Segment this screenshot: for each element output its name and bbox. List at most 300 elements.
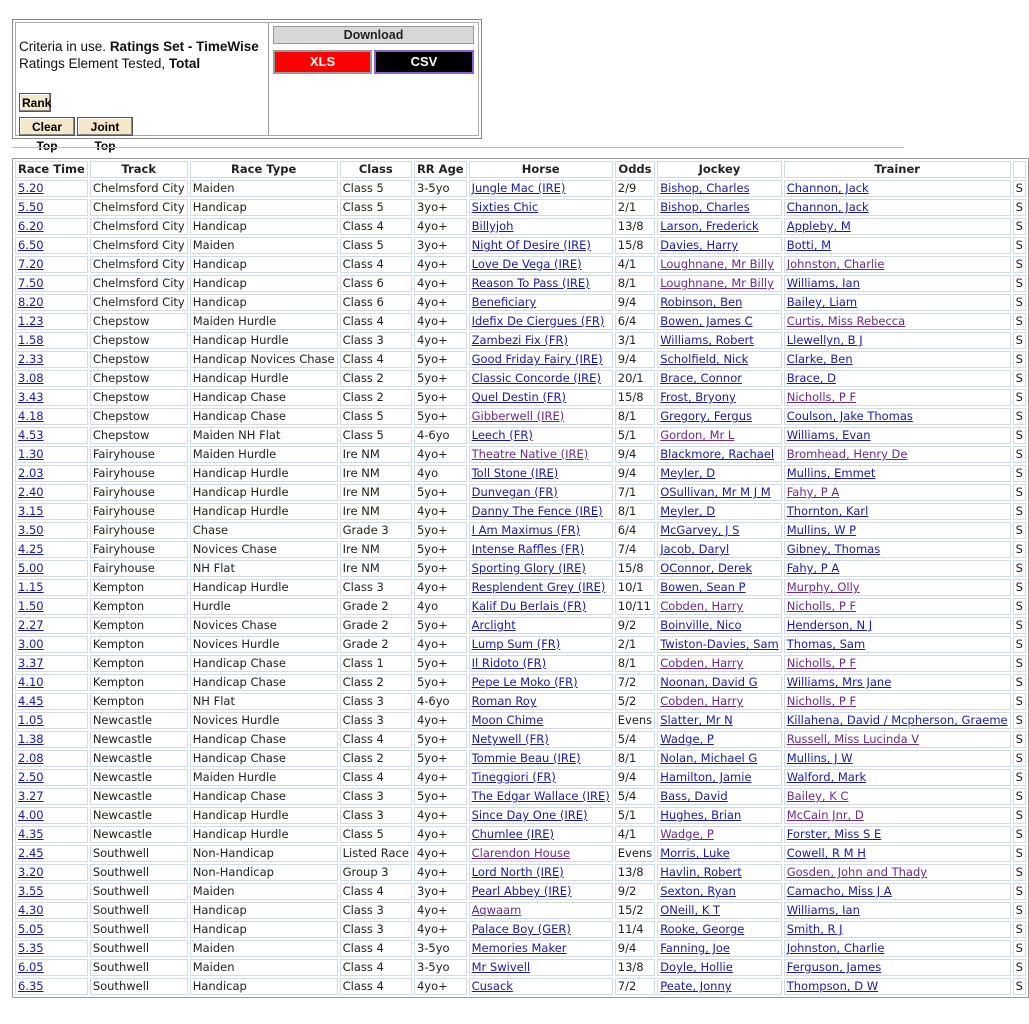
race-time-link[interactable]: 1.30	[18, 447, 44, 461]
race-time-link[interactable]: 4.45	[18, 694, 44, 708]
jockey-link[interactable]: Slatter, Mr N	[660, 713, 733, 727]
jockey-link[interactable]: Doyle, Hollie	[660, 960, 733, 974]
table-row	[15, 465, 1026, 482]
race-time-cell	[15, 275, 88, 292]
race-time-link[interactable]: 4.00	[18, 808, 44, 822]
jockey-link[interactable]: Wadge, P	[660, 732, 714, 746]
horse-cell	[469, 883, 613, 900]
jockey-link[interactable]: Scholfield, Nick	[660, 352, 749, 366]
jockey-link[interactable]: OSullivan, Mr M J M	[660, 485, 771, 499]
race-time-link[interactable]: 3.50	[18, 523, 44, 537]
horse-link[interactable]: Clarendon House	[471, 846, 571, 860]
track-cell: Southwell	[90, 864, 188, 881]
trainer-link[interactable]: Russell, Miss Lucinda V	[786, 732, 920, 746]
horse-link[interactable]: Lump Sum (FR)	[471, 637, 561, 651]
track-cell: Newcastle	[90, 712, 188, 729]
jockey-link[interactable]: Wadge, P	[660, 827, 714, 841]
race-time-link[interactable]: 6.20	[18, 219, 44, 233]
track-cell: Kempton	[90, 598, 188, 615]
horse-cell	[469, 617, 613, 634]
table-row	[15, 712, 1026, 729]
race-time-cell	[15, 199, 88, 216]
horse-cell	[469, 237, 613, 254]
horse-link[interactable]: Good Friday Fairy (IRE)	[471, 352, 603, 366]
race-time-link[interactable]: 3.27	[18, 789, 44, 803]
odds-cell: 9/4	[615, 446, 655, 463]
horse-link[interactable]: Memories Maker	[471, 941, 567, 955]
trainer-link[interactable]: Llewellyn, B J	[786, 333, 863, 347]
jockey-link[interactable]: Loughnane, Mr Billy	[660, 276, 774, 290]
trainer-link[interactable]: Mullins, J W	[786, 751, 853, 765]
column-header-extra[interactable]	[1013, 161, 1026, 178]
horse-cell	[469, 940, 613, 957]
jockey-link[interactable]: Davies, Harry	[660, 238, 739, 252]
race-time-cell	[15, 940, 88, 957]
race-time-link[interactable]: 8.20	[18, 295, 44, 309]
race-type-cell: Handicap Hurdle	[190, 579, 338, 596]
track-cell: Southwell	[90, 940, 188, 957]
class-cell: Group 3	[340, 864, 412, 881]
extra-cell: S	[1013, 218, 1026, 235]
odds-cell: 2/1	[615, 636, 655, 653]
jockey-link[interactable]: Bowen, Sean P	[660, 580, 746, 594]
horse-link[interactable]: Tommie Beau (IRE)	[471, 751, 581, 765]
extra-cell: S	[1013, 275, 1026, 292]
race-time-cell	[15, 598, 88, 615]
jockey-cell	[657, 408, 782, 425]
rr-age-cell: 4yo+	[414, 807, 467, 824]
horse-cell	[469, 427, 613, 444]
jockey-link[interactable]: Peate, Jonny	[660, 979, 732, 993]
odds-cell: 8/1	[615, 503, 655, 520]
horse-cell	[469, 560, 613, 577]
jockey-link[interactable]: Morris, Luke	[660, 846, 730, 860]
jockey-link[interactable]: Cobden, Harry	[660, 656, 744, 670]
extra-cell: S	[1013, 237, 1026, 254]
horse-link[interactable]: Roman Roy	[471, 694, 537, 708]
extra-cell: S	[1013, 636, 1026, 653]
trainer-cell	[784, 427, 1011, 444]
odds-cell: 4/1	[615, 826, 655, 843]
horse-link[interactable]: Beneficiary	[471, 295, 537, 309]
odds-cell: 8/1	[615, 750, 655, 767]
horse-link[interactable]: Idefix De Ciergues (FR)	[471, 314, 605, 328]
race-time-link[interactable]: 5.20	[18, 181, 44, 195]
jockey-cell	[657, 427, 782, 444]
horse-link[interactable]: Sporting Glory (IRE)	[471, 561, 586, 575]
trainer-cell	[784, 674, 1011, 691]
rr-age-cell: 4yo+	[414, 826, 467, 843]
trainer-link[interactable]: Fahy, P A	[786, 485, 840, 499]
extra-cell: S	[1013, 940, 1026, 957]
horse-link[interactable]: Aqwaam	[471, 903, 522, 917]
jockey-link[interactable]: Hamilton, Jamie	[660, 770, 752, 784]
horse-cell	[469, 845, 613, 862]
race-time-link[interactable]: 2.08	[18, 751, 44, 765]
horse-link[interactable]: Gibberwell (IRE)	[471, 409, 565, 423]
trainer-link[interactable]: Walford, Mark	[786, 770, 867, 784]
race-time-link[interactable]: 4.30	[18, 903, 44, 917]
jockey-link[interactable]: Noonan, David G	[660, 675, 758, 689]
download-box	[270, 23, 476, 135]
trainer-link[interactable]: Smith, R J	[786, 922, 843, 936]
jockey-link[interactable]: OConnor, Derek	[660, 561, 753, 575]
horse-link[interactable]: Mr Swivell	[471, 960, 531, 974]
trainer-link[interactable]: Appleby, M	[786, 219, 851, 233]
race-time-link[interactable]: 6.50	[18, 238, 44, 252]
jockey-link[interactable]: Frost, Bryony	[660, 390, 736, 404]
trainer-link[interactable]: Nicholls, P F	[786, 694, 857, 708]
trainer-link[interactable]: Coulson, Jake Thomas	[786, 409, 913, 423]
horse-cell	[469, 788, 613, 805]
rr-age-cell: 5yo+	[414, 408, 467, 425]
trainer-link[interactable]: Thornton, Karl	[786, 504, 869, 518]
download-title: Download	[273, 26, 474, 44]
table-row	[15, 978, 1026, 995]
horse-cell	[469, 503, 613, 520]
jockey-link[interactable]: Cobden, Harry	[660, 694, 744, 708]
race-time-link[interactable]: 4.53	[18, 428, 44, 442]
extra-cell: S	[1013, 294, 1026, 311]
race-time-cell	[15, 541, 88, 558]
race-time-link[interactable]: 1.38	[18, 732, 44, 746]
jockey-link[interactable]: Rooke, George	[660, 922, 745, 936]
horse-link[interactable]: Intense Raffles (FR)	[471, 542, 585, 556]
extra-cell: S	[1013, 750, 1026, 767]
track-cell: Fairyhouse	[90, 484, 188, 501]
trainer-link[interactable]: Williams, Ian	[786, 276, 860, 290]
horse-link[interactable]: Pepe Le Moko (FR)	[471, 675, 578, 689]
race-time-link[interactable]: 3.20	[18, 865, 44, 879]
jockey-link[interactable]: Meyler, D	[660, 466, 716, 480]
trainer-link[interactable]: Williams, Mrs Jane	[786, 675, 892, 689]
jockey-link[interactable]: Boinville, Nico	[660, 618, 742, 632]
jockey-link[interactable]: Bowen, James C	[660, 314, 753, 328]
horse-link[interactable]: Reason To Pass (IRE)	[471, 276, 590, 290]
race-time-link[interactable]: 4.18	[18, 409, 44, 423]
race-time-link[interactable]: 4.35	[18, 827, 44, 841]
race-time-link[interactable]: 2.40	[18, 485, 44, 499]
trainer-link[interactable]: Henderson, N J	[786, 618, 873, 632]
jockey-link[interactable]: Hughes, Brian	[660, 808, 742, 822]
horse-link[interactable]: Dunvegan (FR)	[471, 485, 558, 499]
jockey-cell	[657, 351, 782, 368]
jockey-cell	[657, 370, 782, 387]
class-cell: Class 4	[340, 218, 412, 235]
horse-link[interactable]: Leech (FR)	[471, 428, 533, 442]
rr-age-cell: 3-5yo	[414, 940, 467, 957]
jockey-link[interactable]: ONeill, K T	[660, 903, 721, 917]
race-time-link[interactable]: 6.05	[18, 960, 44, 974]
jockey-link[interactable]: Bishop, Charles	[660, 181, 750, 195]
race-time-link[interactable]: 5.00	[18, 561, 44, 575]
horse-cell	[469, 256, 613, 273]
horse-link[interactable]: Moon Chime	[471, 713, 544, 727]
race-type-cell: Handicap Hurdle	[190, 370, 338, 387]
trainer-link[interactable]: Bailey, Liam	[786, 295, 858, 309]
race-time-cell	[15, 351, 88, 368]
jockey-link[interactable]: Sexton, Ryan	[660, 884, 736, 898]
jockey-link[interactable]: Cobden, Harry	[660, 599, 744, 613]
race-time-link[interactable]: 3.00	[18, 637, 44, 651]
horse-link[interactable]: Il Ridoto (FR)	[471, 656, 547, 670]
horse-link[interactable]: Jungle Mac (IRE)	[471, 181, 566, 195]
extra-cell: S	[1013, 693, 1026, 710]
jockey-cell	[657, 807, 782, 824]
trainer-link[interactable]: McCain Jnr, D	[786, 808, 864, 822]
race-time-link[interactable]: 7.50	[18, 276, 44, 290]
race-time-link[interactable]: 5.35	[18, 941, 44, 955]
trainer-link[interactable]: Cowell, R M H	[786, 846, 866, 860]
race-time-link[interactable]: 3.08	[18, 371, 44, 385]
trainer-link[interactable]: Nicholls, P F	[786, 599, 857, 613]
horse-link[interactable]: Night Of Desire (IRE)	[471, 238, 591, 252]
jockey-cell	[657, 959, 782, 976]
trainer-link[interactable]: Johnston, Charlie	[786, 257, 885, 271]
jockey-cell	[657, 541, 782, 558]
jockey-link[interactable]: Nolan, Michael G	[660, 751, 758, 765]
column-header-race-type[interactable]: Race Type	[190, 161, 338, 178]
jockey-link[interactable]: McGarvey, J S	[660, 523, 740, 537]
trainer-link[interactable]: Murphy, Olly	[786, 580, 860, 594]
race-time-link[interactable]: 3.43	[18, 390, 44, 404]
rr-age-cell: 3yo+	[414, 199, 467, 216]
race-time-link[interactable]: 1.58	[18, 333, 44, 347]
jockey-cell	[657, 712, 782, 729]
race-time-link[interactable]: 1.05	[18, 713, 44, 727]
race-time-cell	[15, 845, 88, 862]
race-time-cell	[15, 788, 88, 805]
track-cell: Chepstow	[90, 408, 188, 425]
race-time-link[interactable]: 2.50	[18, 770, 44, 784]
trainer-link[interactable]: Williams, Ian	[786, 903, 860, 917]
trainer-link[interactable]: Bailey, K C	[786, 789, 849, 803]
track-cell: Chelmsford City	[90, 237, 188, 254]
race-type-cell: Handicap Chase	[190, 750, 338, 767]
download-csv-button[interactable]: CSV	[374, 50, 474, 74]
horse-link[interactable]: Chumlee (IRE)	[471, 827, 555, 841]
race-time-link[interactable]: 5.05	[18, 922, 44, 936]
race-type-cell: Handicap Hurdle	[190, 484, 338, 501]
column-header-jockey[interactable]: Jockey	[657, 161, 782, 178]
jockey-link[interactable]: Gregory, Fergus	[660, 409, 752, 423]
trainer-link[interactable]: Clarke, Ben	[786, 352, 853, 366]
track-cell: Fairyhouse	[90, 522, 188, 539]
jockey-link[interactable]: Loughnane, Mr Billy	[660, 257, 774, 271]
class-cell: Class 6	[340, 275, 412, 292]
trainer-link[interactable]: Channon, Jack	[786, 181, 869, 195]
race-time-link[interactable]: 1.15	[18, 580, 44, 594]
column-header-race-time[interactable]: Race Time	[15, 161, 88, 178]
horse-link[interactable]: Zambezi Fix (FR)	[471, 333, 569, 347]
horse-cell	[469, 484, 613, 501]
column-header-odds[interactable]: Odds	[615, 161, 655, 178]
track-cell: Kempton	[90, 579, 188, 596]
jockey-link[interactable]: Fanning, Joe	[660, 941, 730, 955]
horse-link[interactable]: Resplendent Grey (IRE)	[471, 580, 606, 594]
race-time-link[interactable]: 2.45	[18, 846, 44, 860]
download-xls-button[interactable]: XLS	[273, 50, 372, 74]
extra-cell: S	[1013, 446, 1026, 463]
horse-link[interactable]: Danny The Fence (IRE)	[471, 504, 603, 518]
class-cell: Class 5	[340, 408, 412, 425]
race-time-cell	[15, 883, 88, 900]
odds-cell: 11/4	[615, 921, 655, 938]
trainer-link[interactable]: Killahena, David / Mcpherson, Graeme	[786, 713, 1008, 727]
trainer-link[interactable]: Brace, D	[786, 371, 836, 385]
horse-link[interactable]: Pearl Abbey (IRE)	[471, 884, 572, 898]
race-time-cell	[15, 427, 88, 444]
trainer-link[interactable]: Johnston, Charlie	[786, 941, 885, 955]
horse-link[interactable]: Kalif Du Berlais (FR)	[471, 599, 587, 613]
trainer-cell	[784, 522, 1011, 539]
jockey-link[interactable]: Meyler, D	[660, 504, 716, 518]
horse-link[interactable]: Netywell (FR)	[471, 732, 549, 746]
jockey-link[interactable]: Brace, Connor	[660, 371, 742, 385]
column-header-track[interactable]: Track	[90, 161, 188, 178]
horse-link[interactable]: Theatre Native (IRE)	[471, 447, 589, 461]
trainer-link[interactable]: Camacho, Miss J A	[786, 884, 892, 898]
race-type-cell: Handicap Chase	[190, 674, 338, 691]
trainer-link[interactable]: Fahy, P A	[786, 561, 840, 575]
class-cell: Class 4	[340, 731, 412, 748]
extra-cell: S	[1013, 731, 1026, 748]
race-time-cell	[15, 180, 88, 197]
race-time-link[interactable]: 3.55	[18, 884, 44, 898]
rr-age-cell: 4yo+	[414, 294, 467, 311]
odds-cell: 5/1	[615, 427, 655, 444]
trainer-link[interactable]: Mullins, W P	[786, 523, 857, 537]
trainer-link[interactable]: Curtis, Miss Rebecca	[786, 314, 906, 328]
rr-age-cell: 5yo+	[414, 389, 467, 406]
class-cell: Grade 3	[340, 522, 412, 539]
column-header-horse[interactable]: Horse	[469, 161, 613, 178]
table-row	[15, 731, 1026, 748]
jockey-link[interactable]: Havlin, Robert	[660, 865, 742, 879]
horse-link[interactable]: Love De Vega (IRE)	[471, 257, 582, 271]
horse-link[interactable]: Since Day One (IRE)	[471, 808, 588, 822]
race-type-cell: Novices Hurdle	[190, 712, 338, 729]
column-header-class[interactable]: Class	[340, 161, 412, 178]
jockey-cell	[657, 788, 782, 805]
trainer-link[interactable]: Botti, M	[786, 238, 832, 252]
trainer-link[interactable]: Ferguson, James	[786, 960, 882, 974]
race-time-link[interactable]: 2.03	[18, 466, 44, 480]
horse-link[interactable]: Cusack	[471, 979, 513, 993]
table-row	[15, 845, 1026, 862]
class-cell: Class 3	[340, 807, 412, 824]
trainer-link[interactable]: Gosden, John and Thady	[786, 865, 928, 879]
jockey-link[interactable]: Bishop, Charles	[660, 200, 750, 214]
table-row	[15, 750, 1026, 767]
trainer-cell	[784, 921, 1011, 938]
race-time-link[interactable]: 3.37	[18, 656, 44, 670]
trainer-link[interactable]: Thompson, D W	[786, 979, 879, 993]
horse-link[interactable]: Toll Stone (IRE)	[471, 466, 559, 480]
race-time-link[interactable]: 2.33	[18, 352, 44, 366]
horse-link[interactable]: Billyjoh	[471, 219, 514, 233]
race-time-link[interactable]: 1.23	[18, 314, 44, 328]
clear-top-button[interactable]: Clear Top	[19, 117, 75, 136]
jockey-link[interactable]: Larson, Frederick	[660, 219, 759, 233]
jockey-link[interactable]: Twiston-Davies, Sam	[660, 637, 779, 651]
extra-cell: S	[1013, 845, 1026, 862]
horse-link[interactable]: Quel Destin (FR)	[471, 390, 567, 404]
race-time-link[interactable]: 3.15	[18, 504, 44, 518]
horse-cell	[469, 351, 613, 368]
race-time-link[interactable]: 7.20	[18, 257, 44, 271]
class-cell: Class 5	[340, 180, 412, 197]
race-type-cell: Handicap	[190, 921, 338, 938]
trainer-cell	[784, 826, 1011, 843]
track-cell: Chelmsford City	[90, 256, 188, 273]
odds-cell: 7/4	[615, 541, 655, 558]
rr-age-cell: 4yo	[414, 598, 467, 615]
trainer-link[interactable]: Gibney, Thomas	[786, 542, 881, 556]
table-row	[15, 370, 1026, 387]
trainer-cell	[784, 541, 1011, 558]
race-time-link[interactable]: 1.50	[18, 599, 44, 613]
trainer-link[interactable]: Nicholls, P F	[786, 656, 857, 670]
race-time-link[interactable]: 2.27	[18, 618, 44, 632]
class-cell: Grade 2	[340, 598, 412, 615]
races-table	[12, 158, 1029, 998]
race-time-cell	[15, 370, 88, 387]
race-time-link[interactable]: 4.10	[18, 675, 44, 689]
horse-link[interactable]: Sixties Chic	[471, 200, 539, 214]
trainer-link[interactable]: Forster, Miss S E	[786, 827, 882, 841]
race-time-link[interactable]: 5.50	[18, 200, 44, 214]
class-cell: Class 2	[340, 674, 412, 691]
race-time-cell	[15, 693, 88, 710]
jockey-link[interactable]: Jacob, Daryl	[660, 542, 730, 556]
race-time-link[interactable]: 4.25	[18, 542, 44, 556]
horse-link[interactable]: Classic Concorde (IRE)	[471, 371, 601, 385]
horse-link[interactable]: Arclight	[471, 618, 516, 632]
rr-age-cell: 4yo	[414, 465, 467, 482]
trainer-link[interactable]: Mullins, Emmet	[786, 466, 876, 480]
jockey-link[interactable]: Bass, David	[660, 789, 728, 803]
horse-link[interactable]: Tineggiori (FR)	[471, 770, 556, 784]
horse-link[interactable]: Palace Boy (GER)	[471, 922, 571, 936]
trainer-link[interactable]: Williams, Evan	[786, 428, 871, 442]
trainer-link[interactable]: Thomas, Sam	[786, 637, 866, 651]
race-time-cell	[15, 902, 88, 919]
jockey-link[interactable]: Blackmore, Rachael	[660, 447, 775, 461]
class-cell: Class 3	[340, 693, 412, 710]
horse-link[interactable]: I Am Maximus (FR)	[471, 523, 581, 537]
horse-link[interactable]: Lord North (IRE)	[471, 865, 564, 879]
class-cell: Class 3	[340, 332, 412, 349]
jockey-link[interactable]: Gordon, Mr L	[660, 428, 735, 442]
race-type-cell: Handicap Novices Chase	[190, 351, 338, 368]
trainer-link[interactable]: Bromhead, Henry De	[786, 447, 908, 461]
rank-button[interactable]: Rank	[19, 93, 51, 112]
track-cell: Kempton	[90, 617, 188, 634]
jockey-link[interactable]: Williams, Robert	[660, 333, 754, 347]
trainer-link[interactable]: Channon, Jack	[786, 200, 869, 214]
horse-link[interactable]: The Edgar Wallace (IRE)	[471, 789, 610, 803]
race-time-cell	[15, 484, 88, 501]
joint-top-button[interactable]: Joint Top	[77, 117, 133, 136]
trainer-link[interactable]: Nicholls, P F	[786, 390, 857, 404]
rr-age-cell: 4yo+	[414, 845, 467, 862]
jockey-link[interactable]: Robinson, Ben	[660, 295, 743, 309]
race-time-link[interactable]: 6.35	[18, 979, 44, 993]
column-header-rr-age[interactable]: RR Age	[414, 161, 467, 178]
horse-cell	[469, 408, 613, 425]
column-header-trainer[interactable]: Trainer	[784, 161, 1011, 178]
